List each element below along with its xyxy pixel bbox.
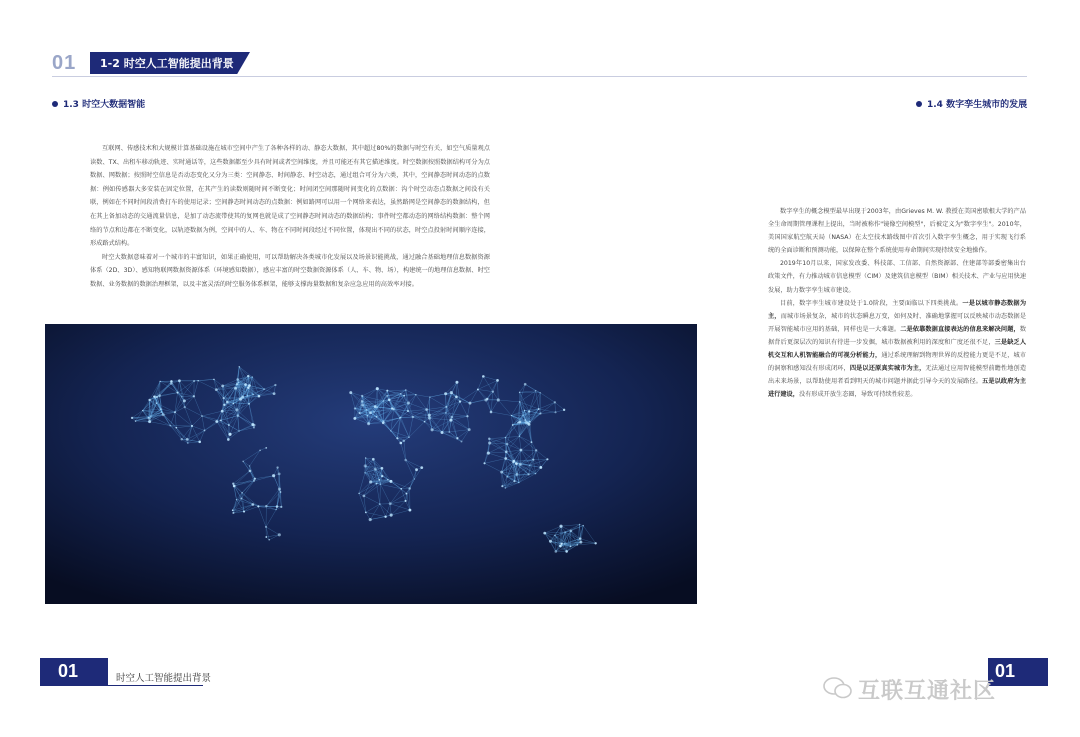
challenge-5-title: 五是以政府为主进行建设， (768, 378, 1027, 399)
world-network-map-image (45, 324, 697, 604)
challenge-4-title: 四是以还原真实城市为主， (849, 365, 926, 373)
bullet-dot-icon (52, 101, 58, 107)
bullet-dot-icon (916, 101, 922, 107)
challenge-2-title: 二是依靠数据直接表达的信息来解决问题， (900, 325, 1020, 333)
left-paragraph-2: 时空大数据意味着对一个城市的丰富知识，如果正确使用，可以帮助解决各类城市化发展以及场景识能挑战，通过融合基础地理信息数据资源体系（2D、3D）、感知物联网数据资源体系（环境感知数据），感应丰富的时空数据资源体系（人、车、物、场），构建统一的地理信息数据、时空数据、业务数据的数据治理框架，以及丰富灵活的时空服务体系框架，能够支撑海量数据和复杂应急应用的高效率对接。 (90, 253, 490, 288)
footer-left-underline (108, 685, 203, 686)
challenge-5-text: 没有形成开放生态圈，导致可持续性较差。 (798, 391, 917, 399)
challenge-3-title: 三是缺乏人机交互和人机智能融合的可视分析能力， (768, 338, 1027, 360)
right-paragraph-1: 数字孪生的概念模型最早出现于2003年，由Grieves M. W. 教授在美国密歇根大学的产品全生命周期管理课程上提出，当时被称作"镜像空间模型"，后被定义为"数字孪生"。2010年，美国国家航空航天局（NASA）在太空技术路线图中首次引入数字孪生概念，用于实现飞行系统的全面诊断和预测功能，以保障在整个系统使用寿命期间实现持续安全地操作。 (768, 208, 1026, 255)
right-paragraph-3 (768, 297, 1026, 402)
challenge-1-text: 而城市场景复杂，城市的状态瞬息万变，如何及时、准确地掌握可以反映城市动态数据是开展智能城市应用的基础，同样也是一大难题。 (768, 312, 1027, 333)
right-body-text (768, 205, 1026, 401)
watermark-text: 互联互通社区 (858, 679, 997, 704)
right-paragraph-2: 2019年10月以来，国家发改委、科技部、工信部、自然资源部、住建部等部委密集出台政策文件，有力推动城市信息模型（CIM）及建筑信息模型（BIM）相关技术、产业与应用快速发展，助力数字孪生城市建设。 (768, 260, 1027, 294)
left-body-text (90, 142, 490, 292)
footer-right-number: 01 (995, 661, 1016, 681)
wechat-icon (822, 676, 854, 700)
challenge-intro: 目前，数字孪生城市建设处于1.0阶段，主要面临以下四类挑战。 (780, 299, 963, 307)
footer-left-title: 时空人工智能提出背景 (116, 673, 212, 684)
challenge-2-text: 数据背后更深层次的知识有待进一步发掘，城市数据被利用的深度和广度还很不足， (768, 325, 1027, 346)
section-heading-left (52, 97, 145, 110)
challenge-4-text: 无法通过应用智能模型前瞻性地创造出未来场景，以帮助使用者看到明天的城市问题并据此引导今天的发展路径。 (768, 365, 1027, 386)
left-paragraph-1: 互联网、传感技术和大规模计算基础设施在城市空间中产生了各种各样的动、静态大数据，其中超过80%的数据与时空有关，如空气质量观点读数、TX、出租车移动轨迹、实时通话等，这些数据都至少具有时间或者空间维度，并且可能还有其它描述维度。时空数据按照数据结构可分为点数据、网数据；按照时空信息是否动态变化又分为三类：空间静态、时间静态、时空动态，通过组合可分为六类，其中，空间静态时间动态的点数据：例如传感器大多安装在固定位置，在其产生的读数则随时间不断变化；时间闭空间那随时间变化的点数据：沟个时空动态点数据之间没有关联，例如在不同时间段消费打车的使用记录；空间静态时间动态的点数据：例如路网可以用一个网络来表达，虽然路网是空间静态的数据结构，但在其上备加动态的交通流量信息，是加了动态流带使其的复网也就是成了空间静态时间动态的数据结构；事件时空都动态的网络结构数据：整个网络的节点和边都在不断变化，以轨迹数据为例，空间中的人、车、物在不同时间段经过不同位置，体现出不同的状态，时空点投射时间顺序连接，形成路式结构。 (90, 145, 490, 248)
challenge-1-title: 一是以城市静态数据为主， (768, 299, 1027, 320)
section-title-right: 1.4 数字孪生城市的发展 (927, 100, 1028, 110)
chapter-number: 01 (52, 52, 77, 74)
chapter-title: 1-2 时空人工智能提出背景 (100, 57, 234, 70)
section-heading-right (916, 97, 1027, 110)
section-title-left: 1.3 时空大数据智能 (63, 100, 146, 110)
footer-left-number: 01 (58, 661, 79, 681)
header-divider (52, 76, 1027, 77)
challenge-3-text: 通过系统理解到物理世界的反控能力更是不足，城市的洞察和感知没有形成闭环， (768, 352, 1027, 373)
